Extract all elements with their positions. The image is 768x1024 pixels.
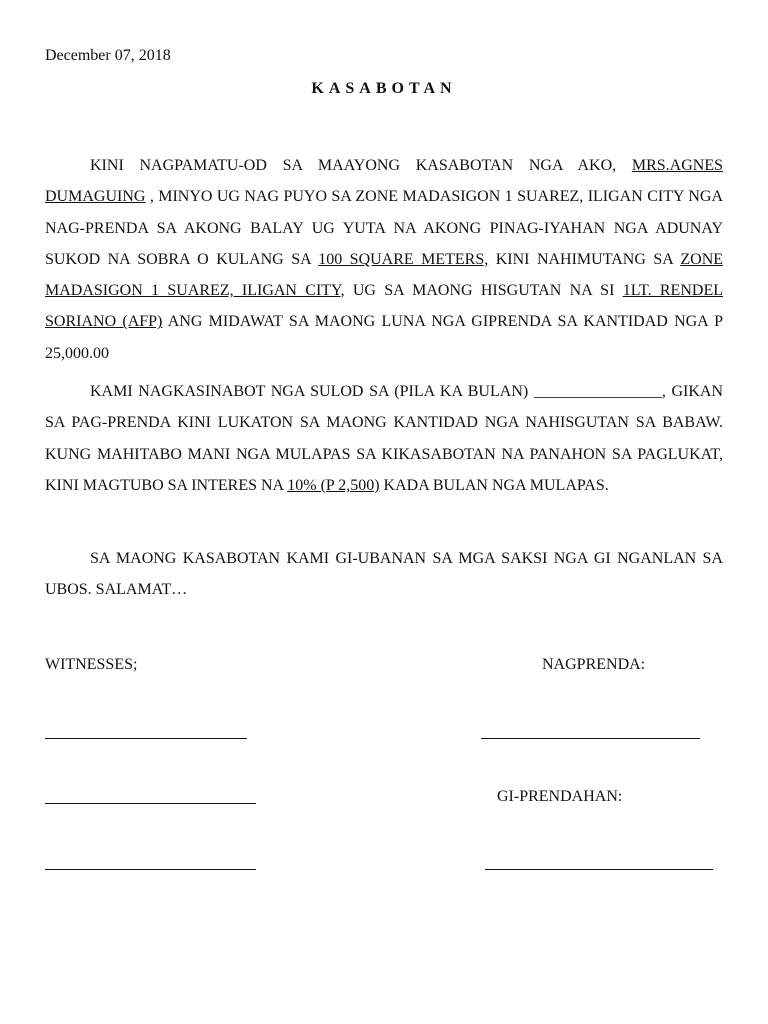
giprendahan-signature-line — [485, 869, 713, 870]
document-date: December 07, 2018 — [45, 47, 171, 64]
property-area: 100 SQUARE METERS, — [318, 250, 489, 268]
witnesses-label: WITNESSES; — [45, 656, 138, 673]
paragraph1-text-1: KINI NAGPAMATU-OD SA MAAYONG KASABOTAN NGA AKO, — [90, 157, 632, 174]
paragraph-witnesses — [45, 543, 723, 606]
paragraph1-text-3: KINI NAHIMUTANG SA — [488, 250, 681, 268]
paragraph1-text-2: , MINYO UG NAG PUYO SA ZONE MADASIGON 1 SUAREZ, ILIGAN CITY NGA NAG-PRENDA SA AKONG BALAY UG YUTA NA AKONG PINAG-IYAHAN NGA ADUNAY SUKOD NA SOBRA O KULANG SA — [45, 188, 723, 268]
paragraph2-text-2: , GIKAN SA PAG-PRENDA KINI LUKATON SA MAONG KANTIDAD NGA NAHISGUTAN SA BABAW. KUNG MAHITABO MANI NGA MULAPAS SA KIKASABOTAN NA PANAHON SA PAGLUKAT, KINI MAGTUBO SA INTERES NA — [45, 383, 723, 494]
giprendahan-label: GI-PRENDAHAN: — [497, 788, 623, 805]
paragraph2-text-3: KADA BULAN NGA MULAPAS. — [379, 476, 609, 494]
property-location: ZONE MADASIGON 1 SUAREZ, ILIGAN CITY — [45, 250, 724, 300]
paragraph-terms — [45, 376, 723, 501]
paragraph3-text: SA MAONG KASABOTAN KAMI GI-UBANAN SA MGA SAKSI NGA GI NGANLAN SA UBOS. SALAMAT… — [45, 550, 723, 599]
witness-signature-line-3 — [45, 869, 256, 870]
months-blank: ________________ — [533, 383, 662, 400]
lender-name: 1LT. RENDEL SORIANO (AFP) — [45, 282, 723, 331]
nagprenda-label: NAGPRENDA: — [542, 656, 646, 673]
paragraph2-text-1: KAMI NAGKASINABOT NGA SULOD SA (PILA KA BULAN) — [90, 383, 534, 400]
document-title: KASABOTAN — [311, 80, 457, 97]
paragraph-agreement — [45, 150, 723, 369]
witness-signature-line-1 — [45, 738, 247, 739]
interest-rate: 10% (P 2,500) — [287, 476, 380, 494]
nagprenda-signature-line — [481, 738, 700, 739]
pledgor-name: MRS.AGNES DUMAGUING — [45, 157, 723, 206]
paragraph1-text-4: , UG SA MAONG HISGUTAN NA SI — [340, 282, 623, 300]
paragraph1-text-5: ANG MIDAWAT SA MAONG LUNA NGA GIPRENDA SA KANTIDAD NGA P 25,000.00 — [45, 313, 724, 362]
witness-signature-line-2 — [45, 803, 256, 804]
